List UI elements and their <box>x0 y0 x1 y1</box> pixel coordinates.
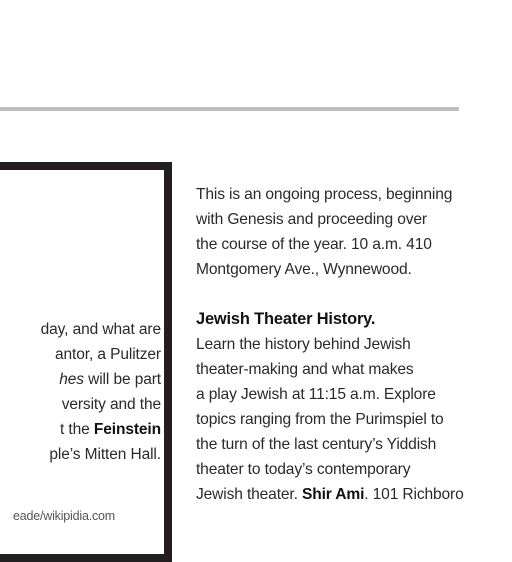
venue-name: Shir Ami <box>301 486 365 503</box>
venue-name: Feinstein <box>93 421 161 438</box>
sidebar-line: hes will be part <box>59 371 161 388</box>
body-line: a play Jewish at 11:15 a.m. Explore <box>196 386 436 403</box>
body-line: theater-making and what makes <box>196 361 414 378</box>
article-column <box>196 182 512 507</box>
sidebar-line: versity and the <box>61 396 161 413</box>
body-line: Learn the history behind Jewish <box>196 336 411 353</box>
sidebar-line: day, and what are <box>40 321 161 338</box>
sidebar-line: antor, a Pulitzer <box>55 346 161 363</box>
body-line: Jewish theater. Shir Ami. 101 Richboro <box>196 486 464 503</box>
photo-credit: eade/wikipidia.com <box>12 509 115 523</box>
horizontal-rule <box>0 107 459 111</box>
body-line: the course of the year. 10 a.m. 410 <box>196 236 432 253</box>
body-line: topics ranging from the Purimspiel to <box>196 411 444 428</box>
body-line: This is an ongoing process, beginning <box>196 186 453 203</box>
body-line: Montgomery Ave., Wynnewood. <box>196 261 412 278</box>
event-heading: Jewish Theater History. <box>196 310 376 328</box>
sidebar-line: t the Feinstein <box>59 421 161 438</box>
sidebar-text <box>0 317 164 467</box>
italic-title: hes <box>59 371 84 388</box>
body-line: with Genesis and proceeding over <box>196 211 427 228</box>
sidebar-line: ple’s Mitten Hall. <box>49 446 161 463</box>
paragraph-gap <box>196 282 512 307</box>
sidebar-box <box>0 162 172 562</box>
body-line: the turn of the last century’s Yiddish <box>196 436 437 453</box>
body-line: theater to today’s contemporary <box>196 461 411 478</box>
